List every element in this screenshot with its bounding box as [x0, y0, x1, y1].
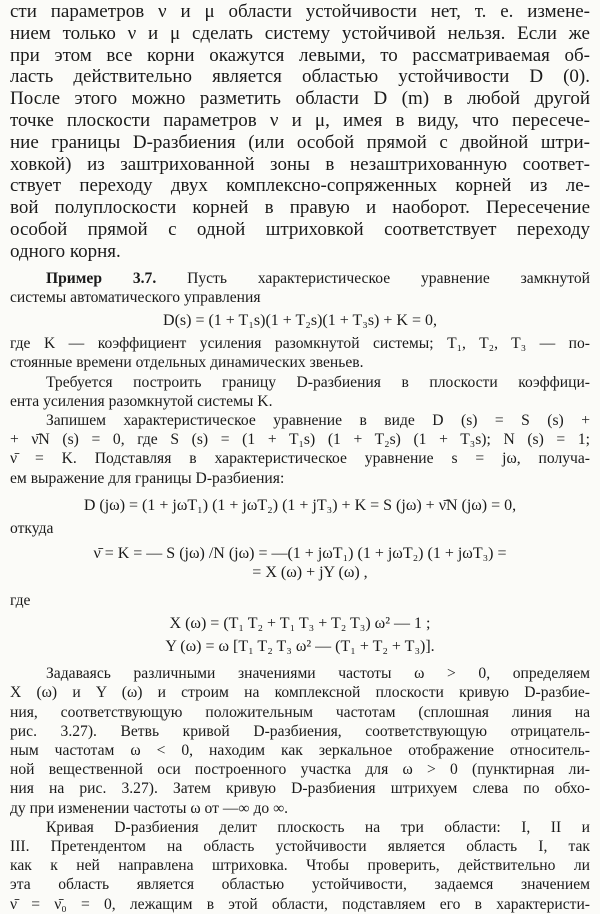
text-line: ствует переходу двух комплексно-сопряженных корней из ле-: [10, 175, 590, 197]
text-line: ния на рис. 3.27). Затем кривую D-разбиения штрихуем слева по обхо-: [10, 780, 590, 798]
text-line: как к ней направлена штриховка. Чтобы проверить, действительно ли: [10, 857, 590, 875]
equation-boundary: D (jω) = (1 + jωT₁) (1 + jωT₂) (1 + jT₃) + K = S (jω) + ν̄N (jω) = 0,: [83, 496, 517, 514]
text-line: одного корня.: [10, 240, 121, 262]
text-line: системы автоматического управления: [10, 288, 261, 306]
example-label: Пример 3.7.: [46, 269, 157, 287]
text-line: Требуется построить границу D-разбиения в плоскости коэффици-: [46, 373, 590, 391]
text-line: Кривая D-разбиения делит плоскость на три области: I, II и: [46, 818, 590, 836]
text-line: стоянные времени отдельных динамических звеньев.: [10, 354, 364, 372]
text-line: ем выражение для границы D-разбиения:: [10, 469, 285, 487]
text-line: ду при изменении частоты ω от —∞ до ∞.: [10, 799, 289, 817]
text-line: сти параметров ν и μ области устойчивости нет, т. е. измене-: [10, 1, 590, 22]
text-line: рис. 3.27). Ветвь кривой D-разбиения, соответствующую отрицатель-: [10, 722, 590, 740]
text-line: откуда: [10, 520, 54, 537]
equation-nu: ν̄ = K = — S (jω) /N (jω) = —(1 + jωT₁) (1 + jωT₂) (1 + jωT₃) =: [93, 545, 507, 563]
text-line: Задаваясь различными значениями частоты ω > 0, определяем: [46, 665, 590, 683]
text-line: ента усиления разомкнутой системы K.: [10, 392, 273, 410]
equation-characteristic: D(s) = (1 + T₁s)(1 + T₂s)(1 + T₃s) + K = 0,: [163, 311, 437, 329]
equation-nu-cont: = X (ω) + jY (ω) ,: [252, 564, 368, 582]
text-line: После этого можно разметить области D (m) в любой другой: [10, 88, 590, 110]
paragraph-stability: [10, 0, 590, 263]
text-line: вой полуплоскости корней в правую и наоборот. Пересечение: [10, 197, 590, 219]
text-line: ной вещественной оси построенного участка для ω > 0 (пунктирная ли-: [10, 761, 590, 779]
text-line: где: [10, 591, 31, 609]
text-line: ν̄ = K. Подставляя в характеристическое уравнение s = jω, получа-: [10, 450, 590, 468]
text-line: эта область является областью устойчивости, задаемся значением: [10, 876, 590, 894]
text-line: при этом все корни окажутся левыми, то рассматриваемая об-: [10, 44, 590, 66]
text-line: точке плоскости параметров ν и μ, имея в виду, что пересече-: [10, 109, 590, 131]
text-line: где K — коэффициент усиления разомкнутой системы; T₁, T₂, T₃ — по-: [10, 335, 590, 353]
text-line: X (ω) и Y (ω) и строим на комплексной плоскости кривую D-разбие-: [10, 684, 590, 702]
text-line: III. Претендентом на область устойчивости является область I, так: [10, 838, 590, 856]
text-line: ния, соответствующую положительным частотам (сплошная линия на: [10, 703, 590, 721]
text-line: особой прямой с одной штриховкой соответствует переходу: [10, 218, 590, 240]
equation-x: X (ω) = (T₁ T₂ + T₁ T₃ + T₂ T₃) ω² — 1 ;: [169, 614, 431, 632]
text-line: + ν̄N (s) = 0, где S (s) = (1 + T₁s) (1 + T₂s) (1 + T₃s); N (s) = 1;: [10, 431, 590, 449]
equation-y: Y (ω) = ω [T₁ T₂ T₃ ω² — (T₁ + T₂ + T₃)].: [165, 638, 435, 656]
text-line: нием только ν и μ сделать систему устойчивой нельзя. Если же: [10, 22, 590, 44]
text-line: ν̄ = ν̄₀ = 0, лежащим в этой области, подставляем его в характеристи-: [10, 895, 590, 913]
text-line: ховкой) из заштрихованной зоны в незаштрихованную соответ-: [10, 153, 590, 175]
example-block: [10, 269, 590, 914]
example-heading-text: Пусть характеристическое уравнение замкнутой: [156, 269, 590, 287]
text-line: ным частотам ω < 0, находим как зеркальное отображение относитель-: [10, 742, 590, 760]
text-line: Запишем характеристическое уравнение в виде D (s) = S (s) +: [46, 411, 590, 429]
example-heading-line: [10, 269, 590, 288]
text-line: ласть действительно является областью устойчивости D (0).: [10, 66, 590, 88]
text-line: ние границы D-разбиения (или особой прямой с двойной штри-: [10, 131, 590, 153]
